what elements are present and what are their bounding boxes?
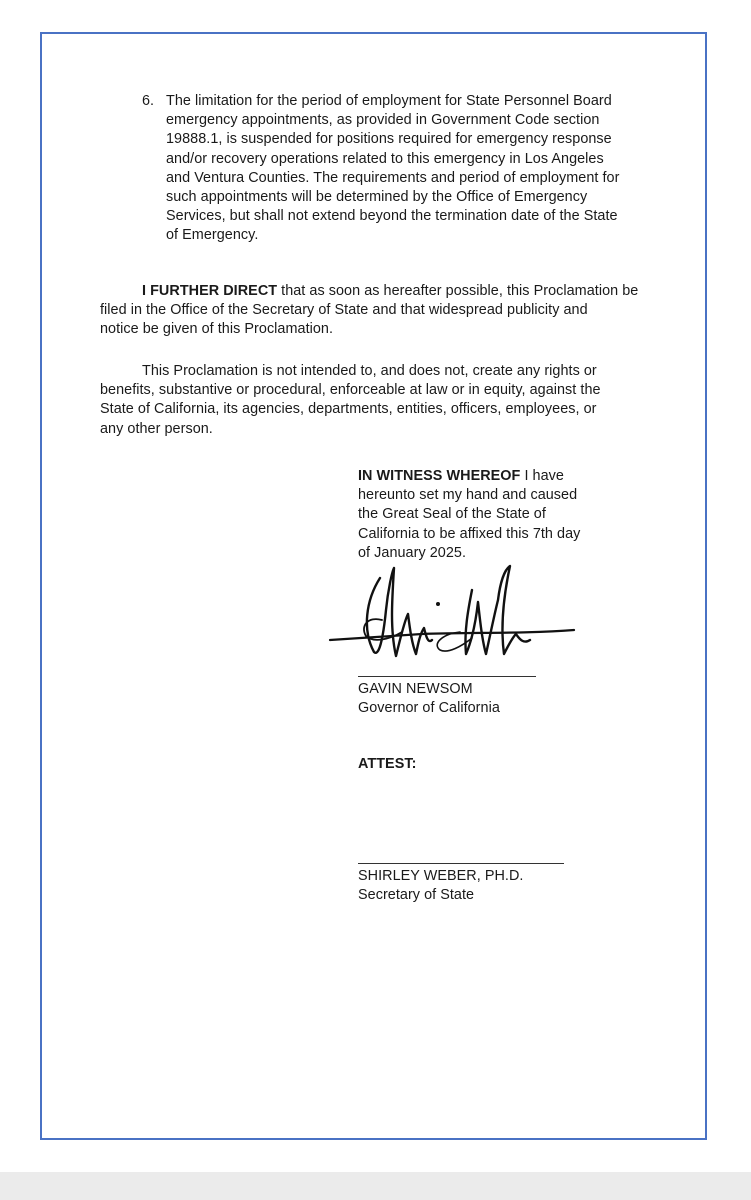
item-6-line-5: and Ventura Counties. The requirements and period of employment for <box>166 169 620 186</box>
item-6-body <box>166 92 619 246</box>
item-6-line-7: Services, but shall not extend beyond the termination date of the State <box>166 208 618 225</box>
secretary-title: Secretary of State <box>358 887 475 904</box>
disclaimer-paragraph <box>100 362 601 439</box>
governor-title: Governor of California <box>358 700 500 717</box>
witness-paragraph <box>358 467 580 563</box>
item-6-line-4: and/or recovery operations related to this emergency in Los Angeles <box>166 150 604 167</box>
disclaimer-line-3: State of California, its agencies, departments, entities, officers, employees, or <box>100 401 597 418</box>
secretary-signature-line <box>358 863 564 864</box>
witness-line-1-rest: I have <box>520 468 564 484</box>
attest-label: ATTEST: <box>358 756 417 772</box>
item-6-line-3: 19888.1, is suspended for positions required for emergency response <box>166 131 612 148</box>
further-direct-line-3: notice be given of this Proclamation. <box>100 321 334 338</box>
item-6-number: 6. <box>142 93 155 109</box>
secretary-name: SHIRLEY WEBER, PH.D. <box>358 868 524 884</box>
further-direct-line-1 <box>100 282 638 301</box>
further-direct-line-2: filed in the Office of the Secretary of State and that widespread publicity and <box>100 302 588 319</box>
item-6-line-8: of Emergency. <box>166 227 259 244</box>
disclaimer-line-4: any other person. <box>100 420 213 437</box>
witness-lead: IN WITNESS WHEREOF <box>358 468 521 484</box>
item-6-line-1: The limitation for the period of employment for State Personnel Board <box>166 93 612 109</box>
disclaimer-line-2: benefits, substantive or procedural, enforceable at law or in equity, against the <box>100 382 601 399</box>
witness-line-3: the Great Seal of the State of <box>358 506 546 523</box>
disclaimer-line-1: This Proclamation is not intended to, and does not, create any rights or <box>142 363 597 379</box>
item-6-line-2: emergency appointments, as provided in Government Code section <box>166 112 600 129</box>
governor-name: GAVIN NEWSOM <box>358 681 473 697</box>
disclaimer-line-1-wrap <box>100 362 601 381</box>
secretary-block <box>358 867 523 905</box>
further-direct-lead: I FURTHER DIRECT <box>142 283 278 299</box>
witness-line-2: hereunto set my hand and caused <box>358 487 578 504</box>
further-direct-line-1-rest: that as soon as hereafter possible, this Proclamation be <box>277 283 639 299</box>
governor-signature <box>322 560 582 670</box>
witness-line-5: of January 2025. <box>358 544 467 561</box>
witness-line-4: California to be affixed this 7th day <box>358 525 581 542</box>
governor-block <box>358 680 500 718</box>
witness-line-1 <box>358 467 580 486</box>
further-direct-paragraph <box>100 282 638 340</box>
governor-signature-line <box>358 676 536 677</box>
item-6-line-6: such appointments will be determined by the Office of Emergency <box>166 189 588 206</box>
